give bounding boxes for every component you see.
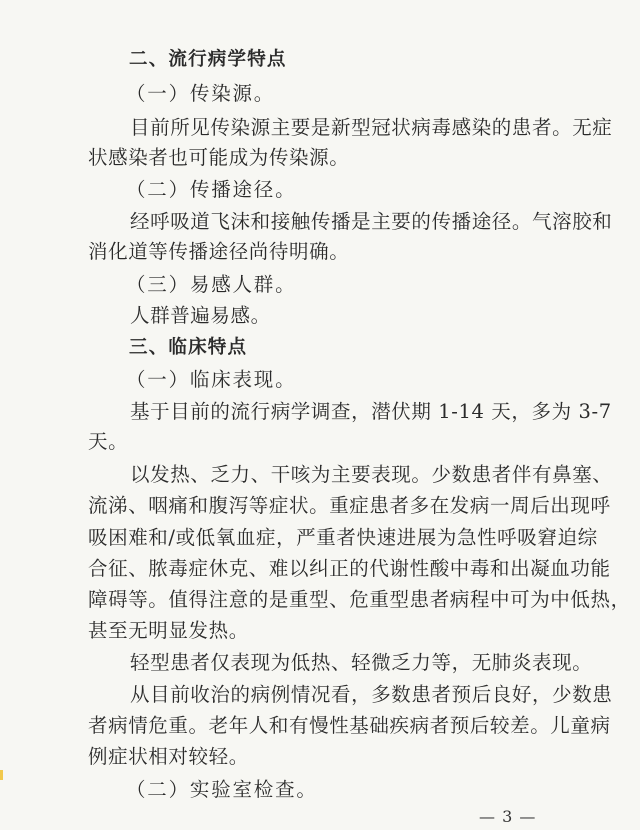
paragraph-line: 流涕、咽痛和腹泻等症状。重症患者多在发病一周后出现呼 <box>88 494 611 517</box>
page-number: — 3 — <box>479 807 537 826</box>
margin-mark <box>0 770 3 780</box>
section-heading-epidemiology: 二、流行病学特点 <box>129 49 287 70</box>
subheading-infection-source: （一）传染源。 <box>126 82 276 105</box>
section-heading-clinical: 三、临床特点 <box>129 337 248 358</box>
paragraph-line: 经呼吸道飞沫和接触传播是主要的传播途径。气溶胶和 <box>130 210 613 233</box>
paragraph-line: 例症状相对较轻。 <box>88 745 249 768</box>
paragraph-line: 合征、脓毒症休克、难以纠正的代谢性酸中毒和出凝血功能 <box>88 557 611 580</box>
paragraph-line: 人群普遍易感。 <box>130 304 271 327</box>
paragraph-line: 障碍等。值得注意的是重型、危重型患者病程中可为中低热， <box>88 588 631 611</box>
paragraph-line: 从目前收治的病例情况看，多数患者预后良好，少数患 <box>130 683 613 706</box>
paragraph-line: 以发热、乏力、干咳为主要表现。少数患者伴有鼻塞、 <box>130 463 613 486</box>
subheading-susceptible: （三）易感人群。 <box>126 273 297 296</box>
paragraph-line: 基于目前的流行病学调查，潜伏期 1-14 天，多为 3-7 <box>130 400 612 423</box>
paragraph-line: 轻型患者仅表现为低热、轻微乏力等，无肺炎表现。 <box>130 651 593 674</box>
paragraph-line: 消化道等传播途径尚待明确。 <box>88 240 350 263</box>
paragraph-line: 甚至无明显发热。 <box>88 619 249 642</box>
paragraph-line: 目前所见传染源主要是新型冠状病毒感染的患者。无症 <box>130 116 613 139</box>
paragraph-line: 状感染者也可能成为传染源。 <box>88 146 350 169</box>
paragraph-line: 吸困难和/或低氧血症，严重者快速进展为急性呼吸窘迫综 <box>88 526 598 549</box>
subheading-clinical-manifestation: （一）临床表现。 <box>126 368 297 391</box>
paragraph-line: 者病情危重。老年人和有慢性基础疾病者预后较差。儿童病 <box>88 714 611 737</box>
paragraph-line: 天。 <box>88 430 129 453</box>
subheading-lab-tests: （二）实验室检查。 <box>126 778 318 801</box>
subheading-transmission: （二）传播途径。 <box>126 178 297 201</box>
